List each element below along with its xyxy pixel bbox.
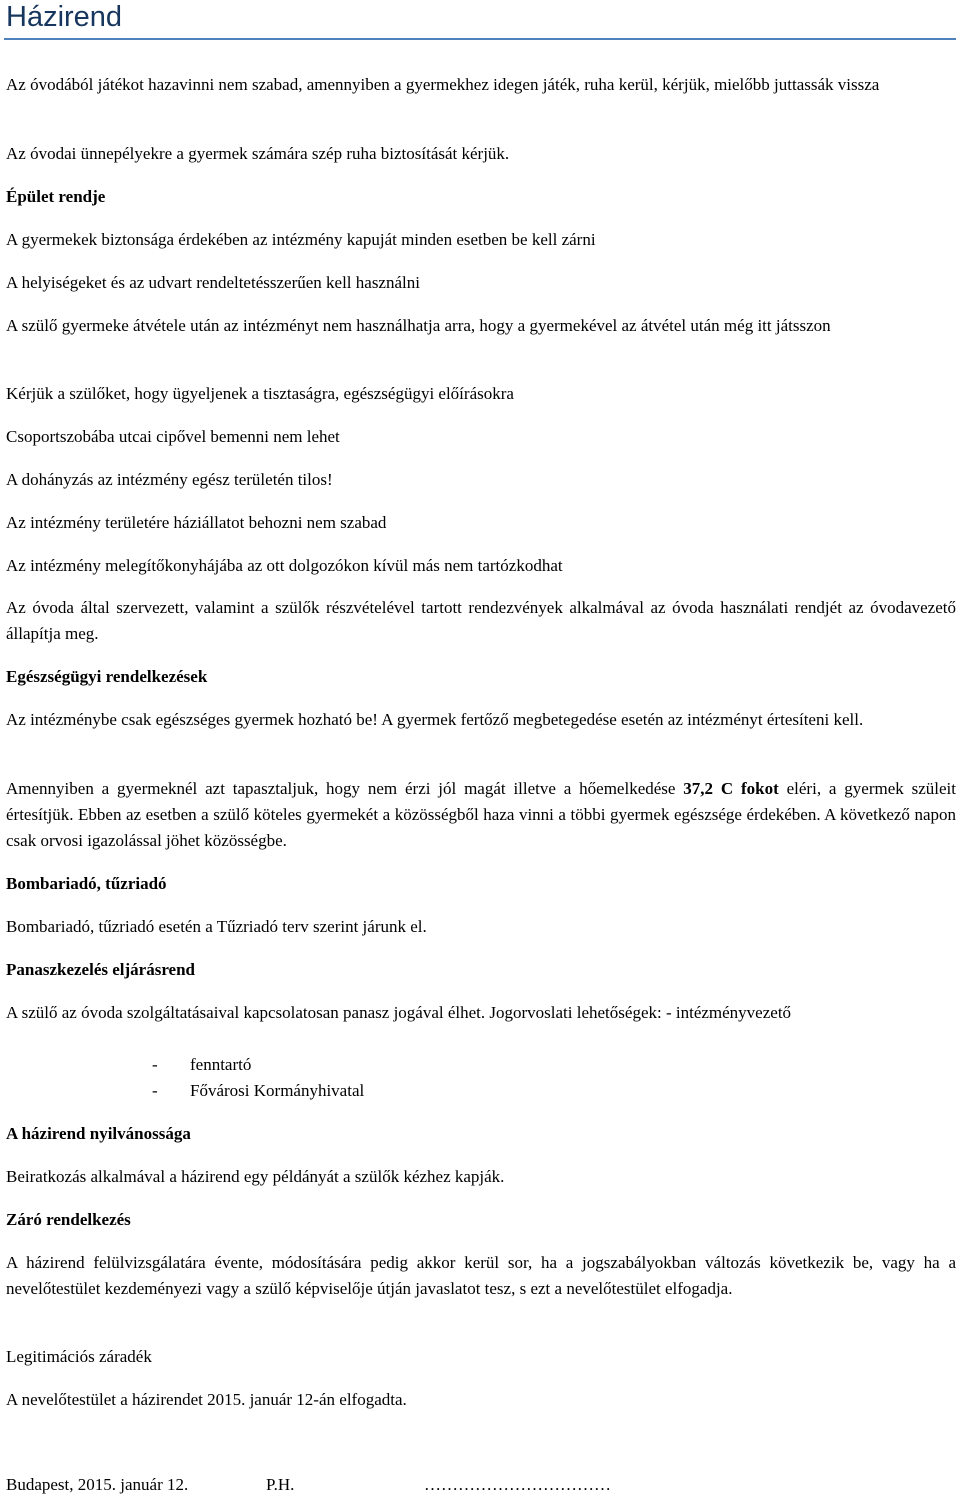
page-title: Házirend — [6, 1, 123, 33]
footer-ph: P.H. — [266, 1475, 295, 1494]
list-item-kormanyhivatal — [152, 1078, 364, 1104]
heading-publicity: A házirend nyilvánossága — [6, 1124, 191, 1143]
heading-closing: Záró rendelkezés — [6, 1210, 131, 1229]
paragraph-kitchen: Az intézmény melegítőkonyhájába az ott dolgozókon kívül más nem tartózkodhat — [6, 556, 563, 575]
paragraph-gate: A gyermekek biztonsága érdekében az intézmény kapuját minden esetben be kell zárni — [6, 230, 596, 249]
heading-health: Egészségügyi rendelkezések — [6, 667, 208, 686]
list-dash: - — [152, 1081, 158, 1100]
paragraph-shoes: Csoportszobába utcai cipővel bemenni nem lehet — [6, 427, 340, 446]
list-item-label: fenntartó — [190, 1055, 252, 1074]
paragraph-pets: Az intézmény területére háziállatot behozni nem szabad — [6, 513, 387, 532]
paragraph-review: A házirend felülvizsgálatára évente, módosítására pedig akkor kerül sor, ha a jogszabályokban változás következik be, vagy ha a nevelőtestület kezdeményezi vagy a szülő képviselője útján javaslatot tesz, s ezt a nevelőtestület elfogadja. — [6, 1253, 956, 1298]
paragraph-smoking: A dohányzás az intézmény egész területén tilos! — [6, 470, 333, 489]
paragraph-enrollment: Beiratkozás alkalmával a házirend egy példányát a szülők kézhez kapják. — [6, 1167, 505, 1186]
paragraph-events: Az óvoda által szervezett, valamint a szülők részvételével tartott rendezvények alkalmával az óvoda használati rendjét az óvodavezető állapítja meg. — [6, 598, 956, 643]
paragraph-complaint-rights: A szülő az óvoda szolgáltatásaival kapcsolatosan panasz jogával élhet. Jogorvoslati lehetőségek: - intézményvezető — [6, 1003, 792, 1022]
fever-temperature: 37,2 C fokot — [683, 779, 779, 798]
paragraph-fire-plan: Bombariadó, tűzriadó esetén a Tűzriadó terv szerint járunk el. — [6, 917, 427, 936]
paragraph-hygiene: Kérjük a szülőket, hogy ügyeljenek a tisztaságra, egészségügyi előírásokra — [6, 384, 514, 403]
paragraph-toys: Az óvodából játékot hazavinni nem szabad, amennyiben a gyermekhez idegen játék, ruha kerül, kérjük, mielőbb juttassák vissza — [6, 75, 880, 94]
heading-bomb-fire: Bombariadó, tűzriadó — [6, 874, 167, 893]
heading-building-rules: Épület rendje — [6, 187, 106, 206]
fever-text-start: Amennyiben a gyermeknél azt tapasztaljuk, hogy nem érzi jól magát illetve a hőemelkedése — [6, 779, 684, 798]
heading-complaints: Panaszkezelés eljárásrend — [6, 960, 196, 979]
paragraph-fever — [6, 776, 956, 854]
list-item-fenntarto — [152, 1052, 251, 1078]
paragraph-legitimation: Legitimációs záradék — [6, 1347, 152, 1366]
paragraph-healthy-child: Az intézménybe csak egészséges gyermek hozható be! A gyermek fertőző megbetegedése esetén az intézményt értesíteni kell. — [6, 710, 864, 729]
footer-signature-line: …………………………… — [424, 1475, 611, 1494]
paragraph-pickup: A szülő gyermeke átvétele után az intézményt nem használhatja arra, hogy a gyermekével az átvétel után még itt játsszon — [6, 316, 831, 335]
list-item-label: Fővárosi Kormányhivatal — [190, 1081, 365, 1100]
paragraph-adoption: A nevelőtestület a házirendet 2015. január 12-án elfogadta. — [6, 1390, 407, 1409]
paragraph-clothes: Az óvodai ünnepélyekre a gyermek számára szép ruha biztosítását kérjük. — [6, 144, 510, 163]
list-dash: - — [152, 1055, 158, 1074]
title-underline — [4, 38, 956, 40]
fever-text-end: eléri, a gyermek szüleit értesítjük. Ebben az esetben a szülő köteles gyermekét a közösségből haza vinni a többi gyermek egészsége érdekében. A következő napon csak orvosi igazolással jöhet közösségbe. — [6, 779, 956, 850]
paragraph-rooms: A helyiségeket és az udvart rendeltetésszerűen kell használni — [6, 273, 420, 292]
footer-place-date: Budapest, 2015. január 12. — [6, 1475, 189, 1494]
